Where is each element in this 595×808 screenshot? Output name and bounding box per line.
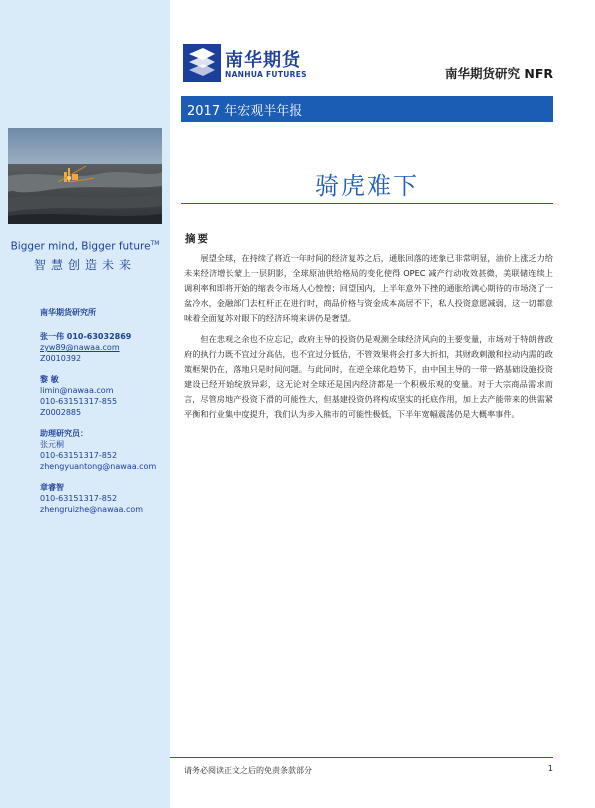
contact-2-name: 黎 敏 [40, 375, 59, 384]
contact-2-email[interactable]: limin@nawaa.com [40, 386, 114, 395]
contact-1-license: Z0010392 [40, 354, 82, 363]
report-title: 骑虎难下 [315, 172, 419, 200]
report-type-banner [181, 96, 553, 122]
abstract-heading: 摘要 [185, 233, 210, 245]
trademark-mark: TM [150, 240, 160, 247]
assistant-1-phone: 010-63151317-852 [40, 451, 118, 460]
page-number: 1 [547, 764, 553, 773]
assistant-2-name: 章睿智 [40, 483, 64, 492]
mining-landscape-image [8, 128, 162, 224]
assistant-2-phone: 010-63151317-852 [40, 494, 118, 503]
abstract-paragraph-2: 但在悲观之余也不应忘记，政府主导的投资仍是观测全球经济风向的主要变量，市场对于特朗普政府的执行力既不宜过分高估，也不宜过分低估，不管效果将会打多大折扣，其财政刺激和拉动内需的政策框架仍在，落地只是时间问题。与此同时，在逆全球化趋势下，由中国主导的一带一路基础设施投资建设已经开始绽放异彩，这无论对全球还是国内经济都是一个积极乐观的变量。对于大宗商品需求而言，尽管房地产投资下滑的可能性大，但基建投资仍将构成坚实的托底作用，加上去产能带来的供需紧平衡和行业集中度提升，我们认为步入熊市的可能性极低，下半年宽幅震荡仍是大概率事件。 [184, 334, 553, 419]
footer-divider [170, 757, 553, 758]
slogan-english [0, 240, 170, 253]
slogan-chinese: 智慧创造未来 [33, 258, 136, 272]
research-label: 南华期货研究 NFR [445, 66, 553, 81]
slogan-english-text: Bigger mind, Bigger future [10, 240, 151, 253]
contact-1-name-phone: 张一伟 010-63032869 [40, 332, 132, 341]
title-divider [181, 203, 553, 204]
footer-disclaimer: 请务必阅读正文之后的免责条款部分 [184, 766, 312, 775]
assistant-2-email[interactable]: zhengruizhe@nawaa.com [40, 505, 144, 514]
department-name: 南华期货研究所 [40, 308, 96, 317]
logo-chinese-name: 南华期货 [225, 50, 301, 71]
contact-1-email[interactable]: zyw89@nawaa.com [40, 343, 120, 352]
abstract-body [184, 251, 553, 428]
banner-text: 2017 年宏观半年报 [187, 104, 303, 119]
assistant-1-name: 张元桐 [40, 440, 64, 449]
company-logo [183, 44, 323, 84]
logo-english-name: NANHUA FUTURES [225, 70, 307, 79]
contact-2-license: Z0002885 [40, 408, 82, 417]
abstract-paragraph-1: 展望全球，在持续了将近一年时间的经济复苏之后，通胀回落的迹象已非常明显，油价上涨乏力给未来经济增长蒙上一层阴影，全球原油供给格局的变化使得 OPEC 减产行动收效甚微，美联储连续上调利率和即将开始的缩表令市场人心惶惶；回望国内，上半年意外下挫的通胀给满心期待的市场浇了一盆冷水，金融部门去杠杆正在进行时，商品价格与资金成本高居不下，私人投资意愿减弱，这一切都意味着全面复苏对眼下的经济环境来讲仍是奢望。 [184, 253, 553, 323]
assistants-label: 助理研究员： [40, 429, 88, 438]
assistant-1-email[interactable]: zhengyuantong@nawaa.com [40, 462, 157, 471]
contact-2-phone: 010-63151317-855 [40, 397, 118, 406]
logo-mark-icon [183, 44, 221, 82]
cover-photo [8, 128, 162, 224]
contact-block [40, 307, 165, 515]
